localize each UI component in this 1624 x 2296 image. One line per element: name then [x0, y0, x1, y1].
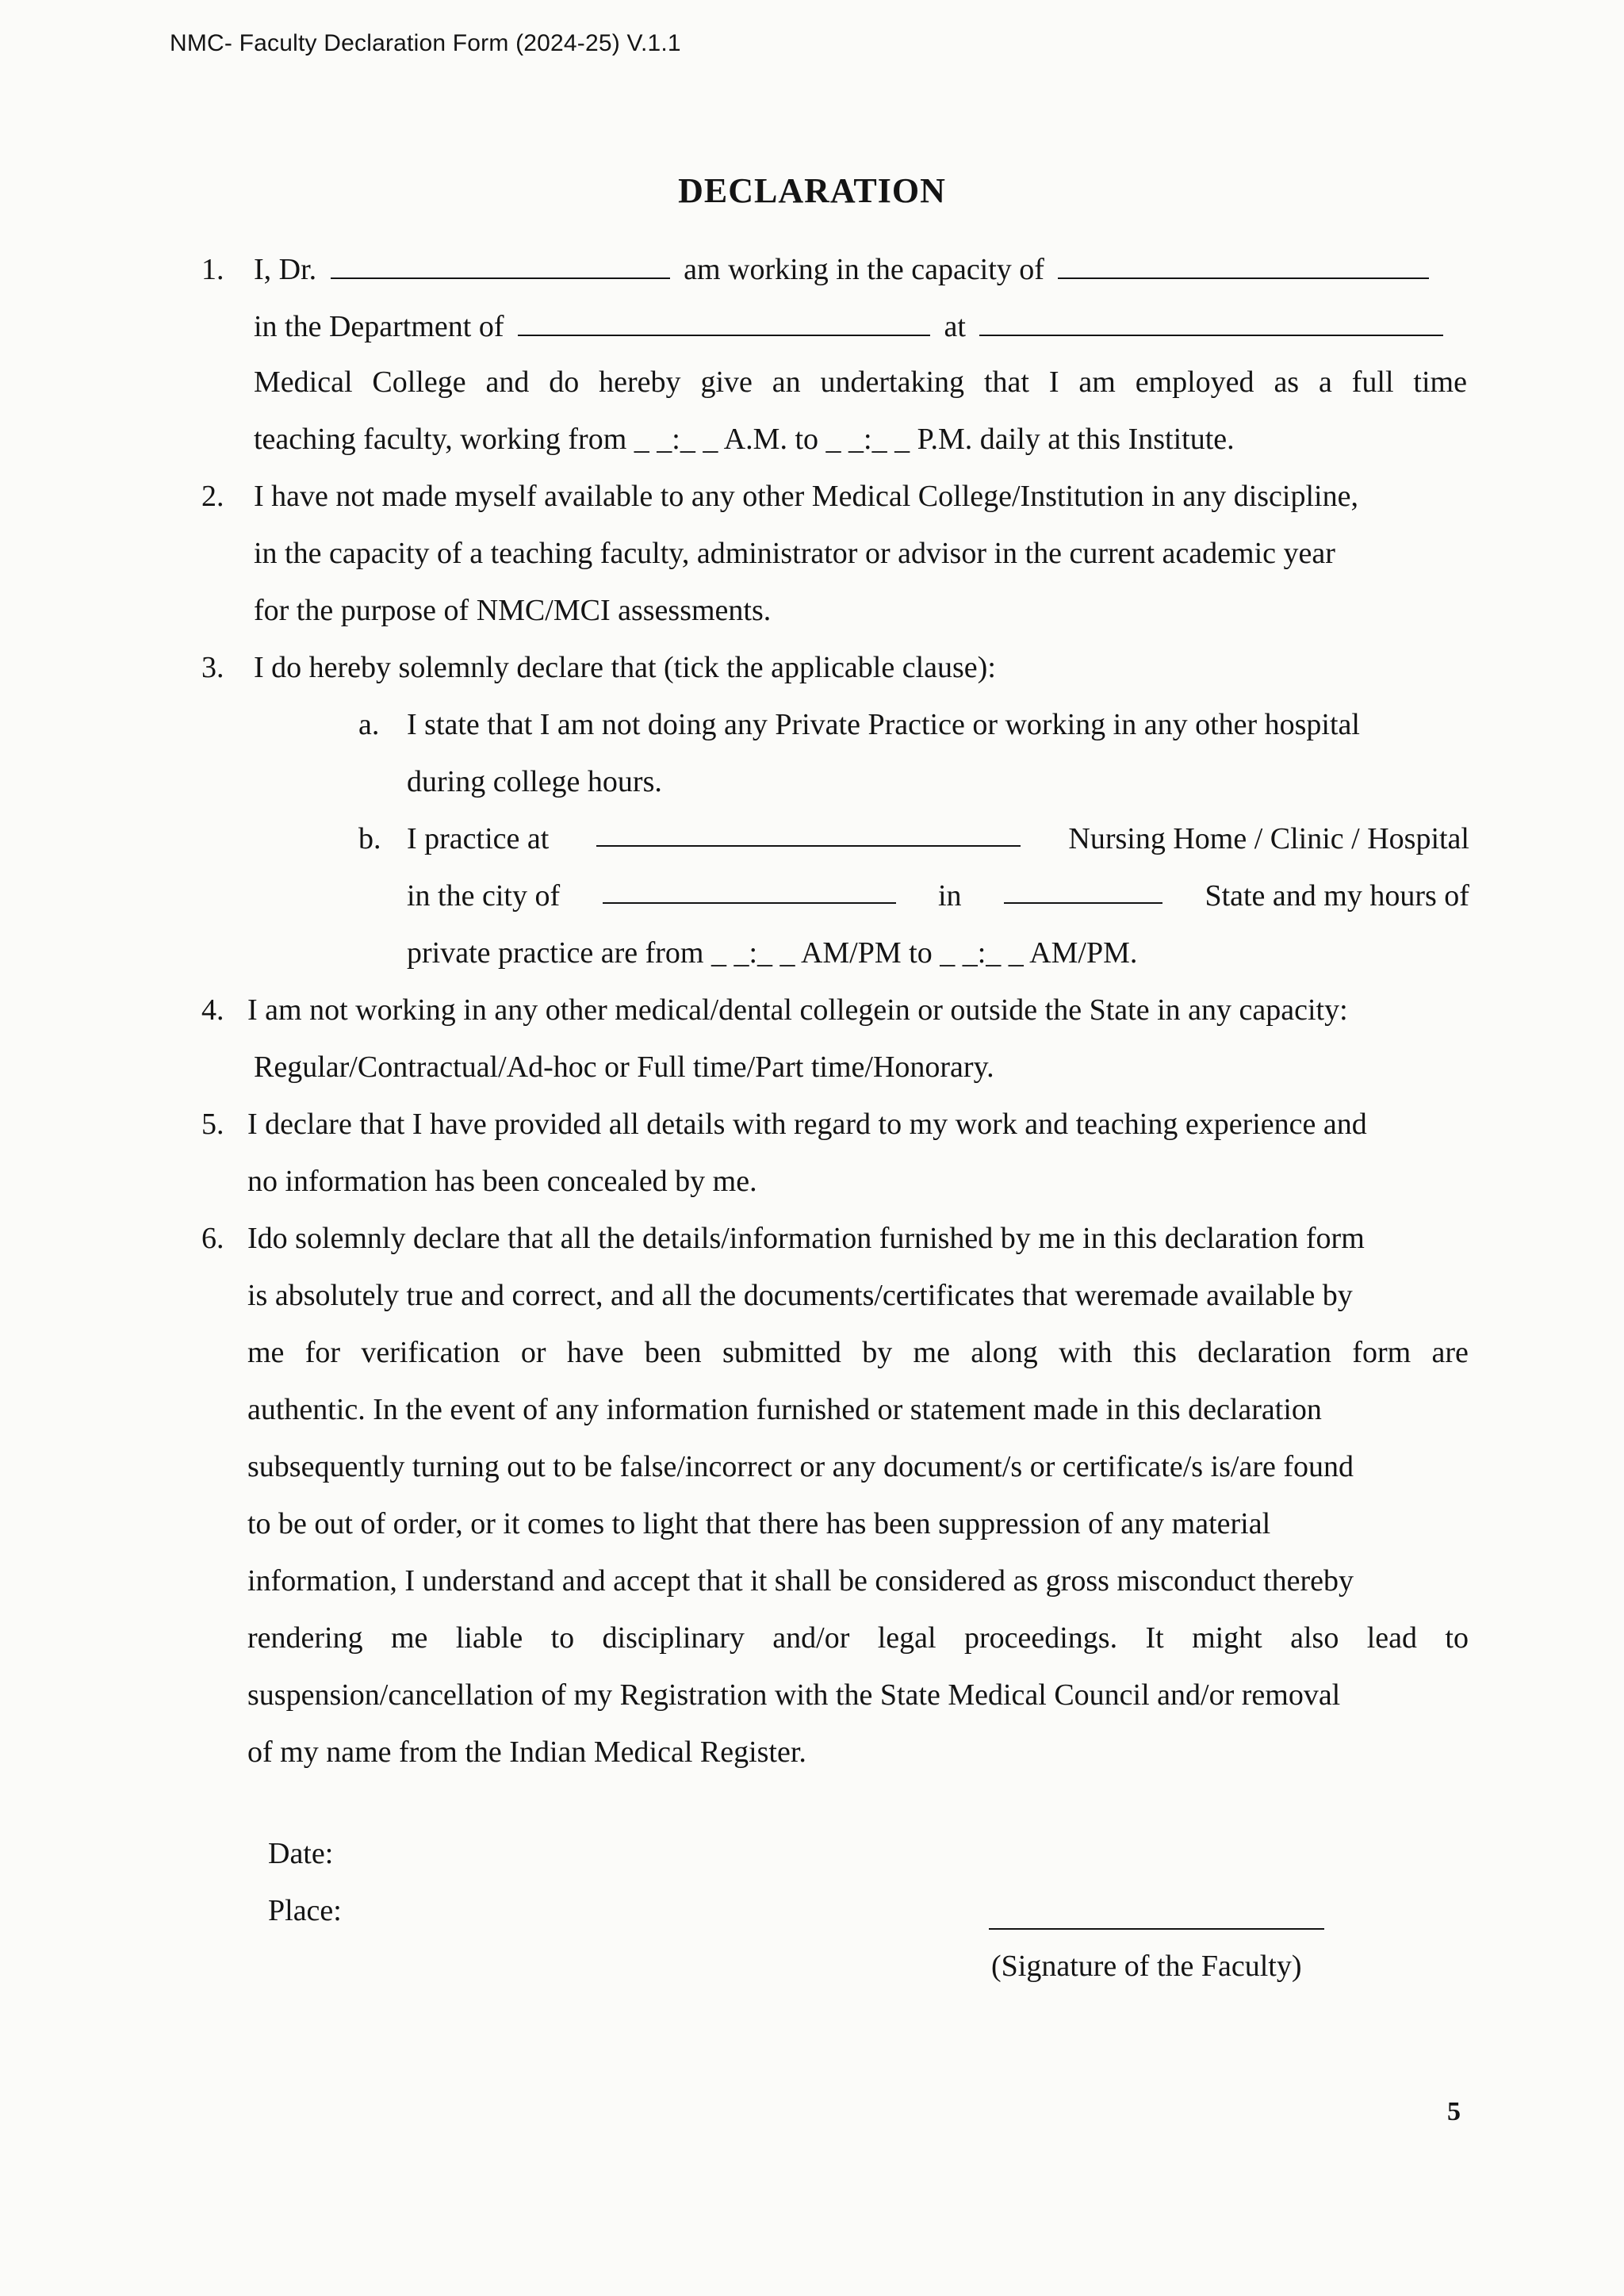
item3-line1: I do hereby solemnly declare that (tick the applicable clause):	[254, 651, 996, 684]
word: along	[971, 1336, 1038, 1369]
item3b-line2	[407, 878, 1469, 913]
item4-line1: I am not working in any other medical/dental collegein or outside the State in any capacity:	[247, 993, 1348, 1027]
word: for	[304, 1336, 341, 1369]
word: an	[772, 365, 801, 399]
signature-line[interactable]	[989, 1928, 1324, 1930]
word: have	[566, 1336, 624, 1369]
item3b-line2-text-a: in the city of	[407, 879, 561, 913]
date-label: Date:	[268, 1837, 334, 1870]
item5-line2: no information has been concealed by me.	[247, 1165, 757, 1198]
word: lead	[1366, 1621, 1418, 1655]
word: been	[644, 1336, 702, 1369]
item-number-2: 2.	[201, 480, 224, 513]
item3a-line1: I state that I am not doing any Private Practice or working in any other hospital	[407, 708, 1360, 741]
item2-line3: for the purpose of NMC/MCI assessments.	[254, 594, 772, 627]
word: and	[485, 365, 530, 399]
item3-sub-a-number: a.	[358, 708, 380, 741]
item1-line1	[254, 252, 1429, 287]
word: are	[1431, 1336, 1469, 1369]
item6-line6: to be out of order, or it comes to light that there has been suppression of any material	[247, 1507, 1271, 1540]
word: do	[549, 365, 580, 399]
department-blank[interactable]	[518, 311, 930, 336]
item1-line4: teaching faculty, working from _ _:_ _ A.M. to _ _:_ _ P.M. daily at this Institute.	[254, 423, 1235, 456]
state-blank[interactable]	[1004, 878, 1162, 904]
word: or	[520, 1336, 546, 1369]
form-header: NMC- Faculty Declaration Form (2024-25) V.1.1	[170, 30, 681, 56]
practice-place-blank[interactable]	[596, 821, 1021, 847]
item-number-6: 6.	[201, 1222, 224, 1255]
item-number-3: 3.	[201, 651, 224, 684]
word: I	[1048, 365, 1059, 399]
word: me	[247, 1336, 285, 1369]
item6-line10: of my name from the Indian Medical Register.	[247, 1735, 806, 1769]
city-blank[interactable]	[603, 878, 896, 904]
item2-line2: in the capacity of a teaching faculty, administrator or advisor in the current academic year	[254, 537, 1335, 570]
word: It	[1145, 1621, 1164, 1655]
word: as	[1274, 365, 1300, 399]
word: this	[1132, 1336, 1177, 1369]
item1-line2	[254, 309, 1443, 344]
item1-line2-text-b: at	[944, 310, 966, 343]
item3b-line2-text-b: in	[938, 879, 962, 913]
item1-line2-text-a: in the Department of	[254, 310, 504, 343]
word: me	[913, 1336, 950, 1369]
word: College	[372, 365, 466, 399]
word: by	[862, 1336, 893, 1369]
item3b-line1	[407, 821, 1469, 856]
item-number-5: 5.	[201, 1108, 224, 1141]
word: full	[1351, 365, 1394, 399]
word: to	[550, 1621, 575, 1655]
word: legal	[877, 1621, 936, 1655]
signature-caption: (Signature of the Faculty)	[991, 1950, 1302, 1983]
word: hereby	[599, 365, 681, 399]
item6-line1: Ido solemnly declare that all the details/information furnished by me in this declaration form	[247, 1222, 1365, 1255]
word: time	[1413, 365, 1467, 399]
word: give	[700, 365, 753, 399]
word: submitted	[722, 1336, 841, 1369]
item3-sub-b-number: b.	[358, 822, 381, 855]
item6-line7: information, I understand and accept that it shall be considered as gross misconduct thereby	[247, 1564, 1354, 1598]
word: also	[1290, 1621, 1339, 1655]
college-blank[interactable]	[979, 311, 1443, 336]
item5-line1: I declare that I have provided all details with regard to my work and teaching experience and	[247, 1108, 1367, 1141]
item-number-4: 4.	[201, 993, 224, 1027]
word: form	[1352, 1336, 1411, 1369]
word: disciplinary	[602, 1621, 745, 1655]
item4-line2: Regular/Contractual/Ad-hoc or Full time/Part time/Honorary.	[254, 1050, 994, 1084]
declaration-title: DECLARATION	[678, 171, 946, 210]
word: am	[1078, 365, 1116, 399]
item3a-line2: during college hours.	[407, 765, 662, 798]
item1-line1-text-a: I, Dr.	[254, 253, 317, 286]
word: employed	[1135, 365, 1254, 399]
word: declaration	[1197, 1336, 1331, 1369]
word: with	[1059, 1336, 1113, 1369]
word: rendering	[247, 1621, 363, 1655]
word: proceedings.	[963, 1621, 1118, 1655]
word: that	[983, 365, 1029, 399]
item6-line2: is absolutely true and correct, and all the documents/certificates that weremade available by	[247, 1279, 1353, 1312]
word: undertaking	[820, 365, 965, 399]
word: might	[1192, 1621, 1262, 1655]
word: to	[1445, 1621, 1469, 1655]
item3b-line1-text-b: Nursing Home / Clinic / Hospital	[1068, 822, 1469, 855]
item6-line8	[247, 1621, 1469, 1655]
item3b-line3: private practice are from _ _:_ _ AM/PM to _ _:_ _ AM/PM.	[407, 936, 1138, 970]
item-number-1: 1.	[201, 253, 224, 286]
word: verification	[361, 1336, 500, 1369]
word: Medical	[254, 365, 353, 399]
item2-line1: I have not made myself available to any other Medical College/Institution in any discipline,	[254, 480, 1358, 513]
word: me	[390, 1621, 428, 1655]
item3b-line1-text-a: I practice at	[407, 822, 550, 855]
doctor-name-blank[interactable]	[331, 254, 670, 279]
item1-line3	[254, 365, 1467, 400]
item6-line9: suspension/cancellation of my Registration with the State Medical Council and/or removal	[247, 1678, 1341, 1712]
word: and/or	[772, 1621, 850, 1655]
capacity-blank[interactable]	[1058, 254, 1429, 279]
word: a	[1318, 365, 1332, 399]
page-number: 5	[1447, 2097, 1461, 2126]
word: liable	[455, 1621, 523, 1655]
item6-line5: subsequently turning out to be false/incorrect or any document/s or certificate/s is/are found	[247, 1450, 1354, 1483]
item6-line3	[247, 1335, 1469, 1370]
item3b-line2-text-c: State and my hours of	[1205, 879, 1469, 913]
item1-line1-text-b: am working in the capacity of	[684, 253, 1044, 286]
item6-line4: authentic. In the event of any information furnished or statement made in this declaration	[247, 1393, 1322, 1426]
place-label: Place:	[268, 1894, 342, 1927]
